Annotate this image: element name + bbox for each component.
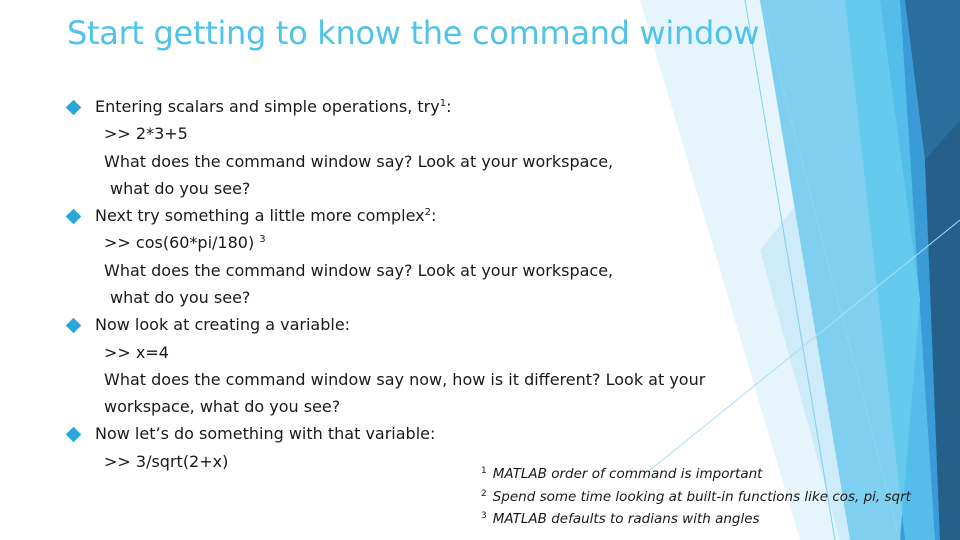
slide-title: Start getting to know the command window [67, 14, 760, 52]
bullet-4-text: Now let’s do something with that variable: [95, 424, 436, 443]
bullet-2-question-line-1: What does the command window say? Look at your workspace, [104, 261, 614, 280]
bullet-3-command: >> x=4 [104, 343, 169, 362]
bullet-3-question-line-2: workspace, what do you see? [104, 397, 341, 416]
bullet-2-text: Next try something a little more complex$^2$: [95, 206, 437, 225]
footnotes [481, 462, 911, 530]
bullet-2-command: >> cos(60*pi/180) $^3$ [104, 233, 266, 252]
footnote-2: $^2$ Spend some time looking at built-in functions like cos, pi, sqrt [481, 488, 911, 505]
bullet-1-question-line-1: What does the command window say? Look at your workspace, [104, 152, 614, 171]
bullet-1-command: >> 2*3+5 [104, 124, 188, 143]
bullet-3-question-line-1: What does the command window say now, how is it different? Look at your [104, 370, 706, 389]
bullet-1-text: Entering scalars and simple operations, try$^1$: [95, 97, 452, 116]
bullet-3-text: Now look at creating a variable: [95, 315, 351, 334]
bullet-4-command: >> 3/sqrt(2+x) [104, 452, 229, 471]
footnote-3: $^3$ MATLAB defaults to radians with angles [481, 511, 760, 527]
bullet-1-question-line-2: what do you see? [110, 179, 251, 198]
footnote-ref-1: 1 [439, 98, 447, 109]
footnote-1: $^1$ MATLAB order of command is important [481, 466, 763, 482]
footnote-ref-3: 3 [259, 234, 266, 245]
footnote-ref-2: 2 [424, 207, 431, 218]
bullet-2-question-line-2: what do you see? [110, 288, 251, 307]
